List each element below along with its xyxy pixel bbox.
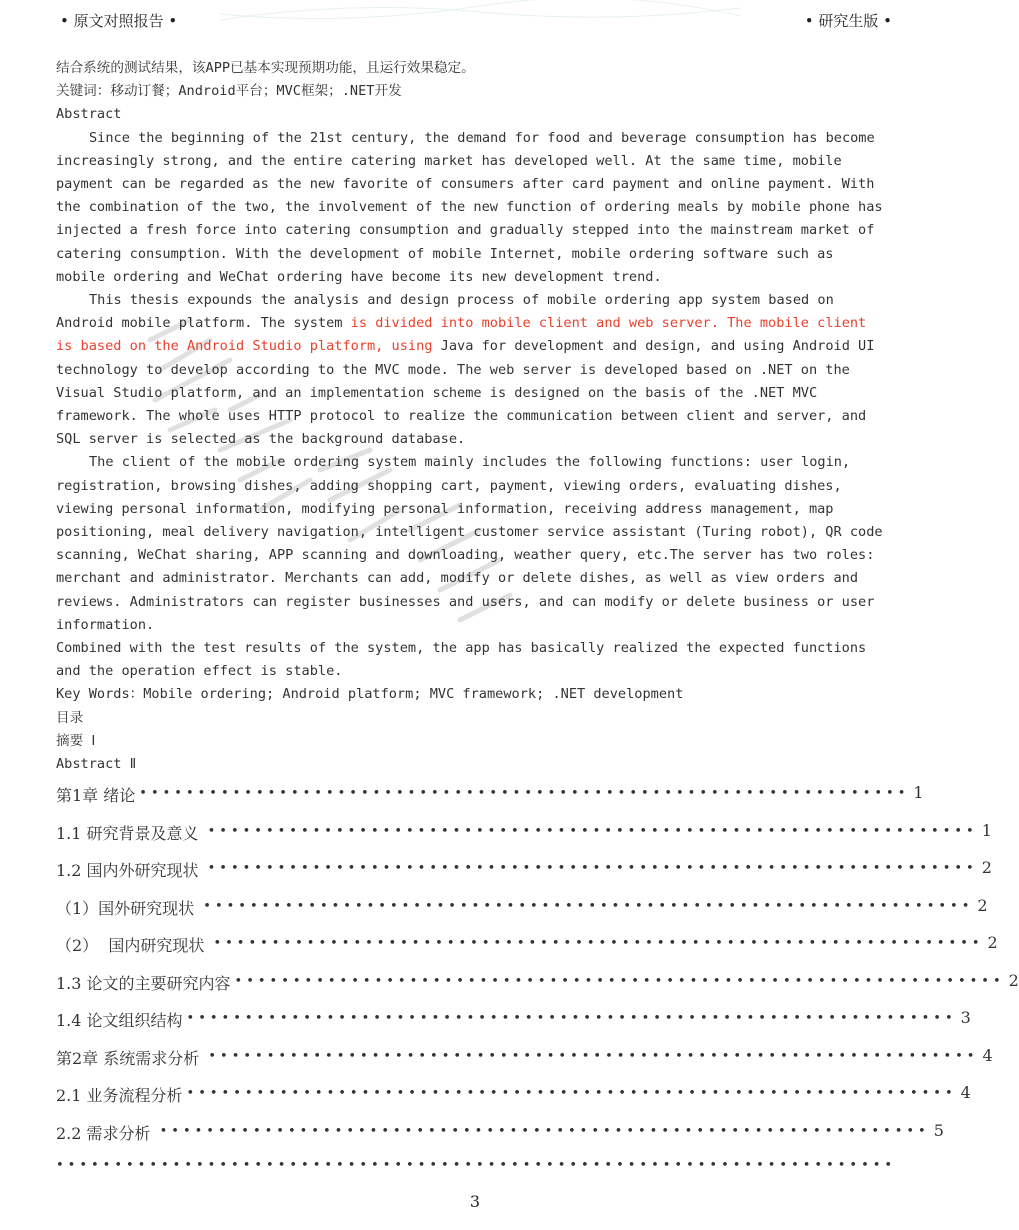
toc-entry-page: 1: [913, 783, 924, 802]
paragraph-2-highlight: is divided into mobile client and web server. The mobile client is based on the Android Studio platform, using: [56, 315, 867, 355]
abstract-heading: Abstract: [56, 106, 122, 123]
toc-leader-dots: ••••••••••••••••••••••••••••••••••••••••••••••••••••••••••••••••••: [213, 936, 984, 951]
toc-entry: [56, 970, 1019, 1009]
toc-entry: [56, 783, 924, 821]
keywords-cn: 关键词：移动订餐；Android平台；MVC框架；.NET开发: [56, 83, 402, 100]
abstract-paragraph-4: Combined with the test results of the system, the app has basically realized the expected functions and the operation effect is stable.: [56, 640, 867, 680]
toc-leader-dots: ••••••••••••••••••••••••••••••••••••••••••••••••••••••••••••••••••: [159, 1123, 930, 1139]
paragraph-2-text-a: This thesis expounds the analysis and design process of mobile ordering app system based on Android mobile platform. The system: [56, 292, 834, 332]
toc-entry: [56, 895, 988, 934]
toc-entry-page: 1: [981, 820, 992, 840]
toc-entry-title: 1.1 研究背景及意义: [56, 821, 208, 844]
toc-entry: [56, 933, 998, 971]
toc-entry: [56, 1120, 944, 1159]
toc-leader-dots: ••••••••••••••••••••••••••••••••••••••••••••••••••••••••••••••••••: [207, 861, 978, 876]
toc-entry-page: 4: [982, 1045, 993, 1065]
toc-entry: [56, 1045, 993, 1084]
table-of-contents: [56, 783, 1019, 1158]
header-right-label: • 研究生版 •: [804, 12, 892, 30]
toc-entry-title: （2） 国内研究现状: [56, 933, 213, 956]
toc-entry-title: （1）国外研究现状: [56, 896, 203, 919]
toc-leader-dots: ••••••••••••••••••••••••••••••••••••••••••••••••••••••••••••••••••: [186, 1011, 957, 1026]
toc-entry: [56, 1083, 971, 1121]
keywords-en: Key Words：Mobile ordering; Android platform; MVC framework; .NET development: [56, 686, 684, 703]
toc-entry-title: 2.2 需求分析: [56, 1121, 160, 1144]
header-left-label: • 原文对照报告 •: [60, 12, 178, 30]
trailing-leader-dots: ••••••••••••••••••••••••••••••••••••••••••••••••••••••••••••••••••••••••: [56, 1158, 897, 1173]
toc-entry-title: 2.1 业务流程分析: [56, 1083, 187, 1106]
toc-entry-page: 4: [960, 1083, 971, 1102]
abstract-paragraph-1: Since the beginning of the 21st century, the demand for food and beverage consumption has become increasingly strong, and the entire catering market has developed well. At the same time, mobile payment can be regarded as the new favorite of consumers after card payment and online payment. With the combination of the two, the involvement of the new function of ordering meals by mobile phone has injected a fresh force into catering consumption and gradually stepped into the mainstream market of catering consumption. With the development of mobile Internet, mobile ordering software such as mobile ordering and WeChat ordering have become its new development trend.: [56, 129, 883, 285]
toc-entry-page: 2: [977, 895, 988, 915]
conclusion-cn-line: 结合系统的测试结果，该APP已基本实现预期功能，且运行效果稳定。: [56, 60, 475, 76]
toc-leader-dots: ••••••••••••••••••••••••••••••••••••••••••••••••••••••••••••••••••: [207, 823, 978, 839]
toc-entry-page: 2: [987, 933, 998, 952]
toc-leader-dots: ••••••••••••••••••••••••••••••••••••••••••••••••••••••••••••••••••: [208, 1048, 979, 1064]
toc-entry: [56, 1008, 971, 1046]
header-decoration: [220, 0, 740, 24]
abstract-paragraph-2: [56, 289, 886, 451]
toc-heading: 目录: [56, 709, 84, 726]
toc-leader-dots: ••••••••••••••••••••••••••••••••••••••••••••••••••••••••••••••••••: [139, 786, 910, 801]
toc-entry-page: 2: [1008, 970, 1019, 990]
toc-entry-page: 5: [933, 1120, 944, 1140]
toc-abstract-cn: 摘要 Ⅰ: [56, 732, 96, 749]
toc-entry: [56, 820, 992, 859]
toc-entry-page: 2: [981, 858, 992, 877]
document-body: [56, 57, 886, 776]
toc-entry-title: 第2章 系统需求分析: [56, 1046, 208, 1069]
toc-leader-dots: ••••••••••••••••••••••••••••••••••••••••••••••••••••••••••••••••••: [186, 1086, 957, 1101]
abstract-paragraph-3: The client of the mobile ordering system mainly includes the following functions: user login, registration, browsing dishes, adding shopping cart, payment, viewing orders, evaluating dishes, viewing personal information, modifying personal information, receiving address management, map positioning, meal delivery navigation, intelligent customer service assistant (Turing robot), QR code scanning, WeChat sharing, APP scanning and downloading, weather query, etc.The server has two roles: merchant and administrator. Merchants can add, modify or delete dishes, as well as view orders and reviews. Administrators can register businesses and users, and can modify or delete business or user information.: [56, 454, 883, 633]
paragraph-2-text-b: Java for development and design, and using Android UI technology to develop according to the MVC mode. The web server is developed based on .NET on the Visual Studio platform, and an implementation scheme is designed on the basis of the .NET MVC framework. The whole uses HTTP protocol to realize the communication between client and server, and SQL server is selected as the background database.: [56, 338, 875, 448]
toc-abstract-en: Abstract Ⅱ: [56, 756, 137, 773]
toc-entry-title: 1.2 国内外研究现状: [56, 858, 208, 881]
toc-entry-title: 1.3 论文的主要研究内容: [56, 971, 235, 994]
toc-leader-dots: ••••••••••••••••••••••••••••••••••••••••••••••••••••••••••••••••••: [203, 898, 974, 914]
toc-entry-page: 3: [960, 1008, 971, 1027]
toc-entry-title: 第1章 绪论: [56, 783, 139, 806]
toc-entry-title: 1.4 论文组织结构: [56, 1008, 187, 1031]
page-number: 3: [469, 1192, 481, 1211]
toc-leader-dots: ••••••••••••••••••••••••••••••••••••••••••••••••••••••••••••••••••: [234, 973, 1005, 989]
toc-entry: [56, 858, 992, 896]
